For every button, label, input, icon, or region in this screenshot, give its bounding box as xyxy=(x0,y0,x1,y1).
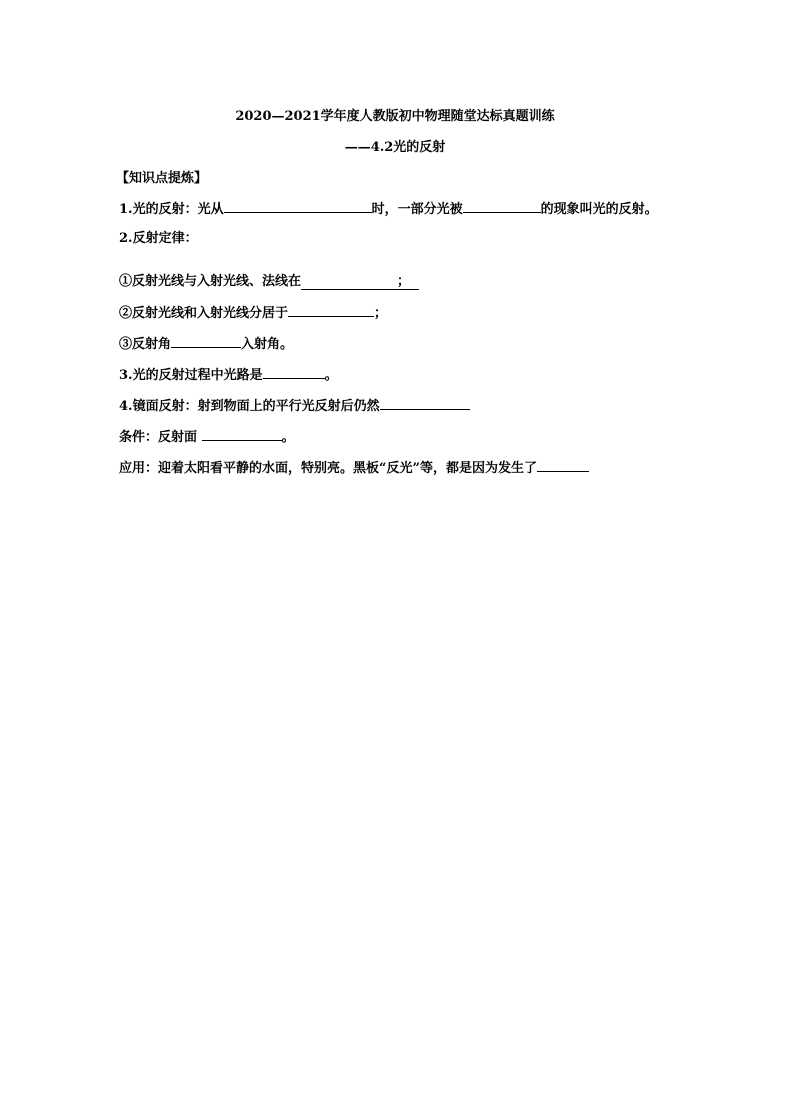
law1-text-b: ； xyxy=(397,274,411,289)
fill-blank[interactable] xyxy=(263,365,325,379)
q1-text-a: 1.光的反射：光从 xyxy=(119,202,224,217)
law-1 xyxy=(119,272,419,291)
q1-text-c: 的现象叫光的反射。 xyxy=(540,202,658,217)
law-3 xyxy=(119,334,293,354)
fill-blank[interactable] xyxy=(202,427,282,441)
law2-text-b: ； xyxy=(374,306,388,321)
fill-blank[interactable] xyxy=(463,199,541,213)
fill-blank[interactable] xyxy=(288,303,374,317)
q1-text-b: 时，一部分光被 xyxy=(371,202,463,217)
question-4 xyxy=(119,396,470,416)
application xyxy=(119,458,589,478)
cond-text-b: 。 xyxy=(281,430,295,445)
document-subtitle: ——4.2光的反射 xyxy=(344,140,446,155)
question-1 xyxy=(119,199,658,219)
question-2: 2.反射定律： xyxy=(119,231,198,246)
fill-blank[interactable] xyxy=(301,274,419,290)
question-3 xyxy=(119,365,338,385)
law-2 xyxy=(119,303,387,323)
condition xyxy=(119,427,295,447)
document-title: 2020—2021学年度人教版初中物理随堂达标真题训练 xyxy=(235,109,555,124)
law1-text-a: ①反射光线与入射光线、法线在 xyxy=(119,274,302,289)
q3-text-a: 3.光的反射过程中光路是 xyxy=(119,368,263,383)
law2-text-a: ②反射光线和入射光线分居于 xyxy=(119,306,289,321)
fill-blank[interactable] xyxy=(537,458,589,472)
cond-text-a: 条件：反射面 xyxy=(119,430,202,445)
fill-blank[interactable] xyxy=(171,334,241,348)
fill-blank[interactable] xyxy=(224,199,372,213)
q3-text-b: 。 xyxy=(324,368,338,383)
law3-text-b: 入射角。 xyxy=(241,337,294,352)
fill-blank[interactable] xyxy=(380,396,470,410)
app-text-a: 应用：迎着太阳看平静的水面，特别亮。黑板“反光”等，都是因为发生了 xyxy=(119,461,537,476)
q4-text-a: 4.镜面反射：射到物面上的平行光反射后仍然 xyxy=(119,399,380,414)
law3-text-a: ③反射角 xyxy=(119,337,172,352)
section-heading: 【知识点提炼】 xyxy=(116,171,208,186)
